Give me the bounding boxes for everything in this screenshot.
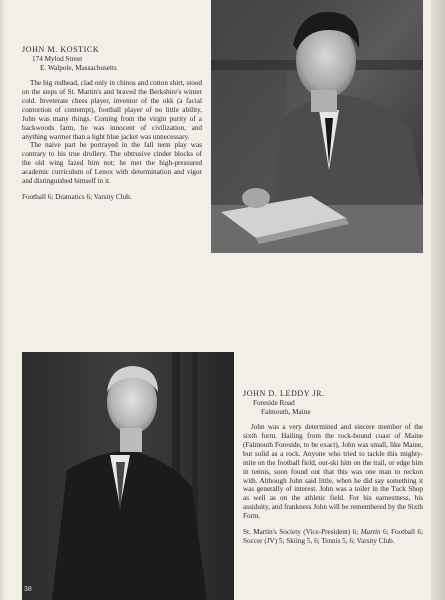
student-name: JOHN M. KOSTICK [22,45,100,54]
activities-text: St. Martin's Society (Vice-President) 6; [243,528,361,537]
address-city: Falmouth, Maine [261,407,311,416]
page-number: 38 [24,586,32,593]
address-city: E. Walpole, Massachusetts [40,63,117,72]
bio-paragraph: John was a very determined and sincere member of the sixth form. Hailing from the rock-bound coast of Maine (Falmouth Foreside, to be exact), John was small, like Maine, but solid as a rock. Anyone who tried to tackle this mighty-mite on the football field, out-ski him on the trail, or edge him in tennis, soon found out that this was one man to reckon with. Although John said little, when he did say something it was generally of interest. John was a toiler in the Tuck Shop as well as on the athletic field. For his earnestness, his assiduity, and frankness John will be remembered by the Sixth Form. [243,423,423,521]
bio-paragraph: The big redhead, clad only in chinos and cotton shirt, stood on the steps of St. Martin's and braved the Berkshire's winter cold. Inveterate chess player, inventor of the okk (a facial contortion of contempt), football player of no little ability, John was many things. Coming from the virgin purity of a backwoods farm, he was innocent of civilization, and anything warmer than a light blue jacket was unnecessary. [22,79,202,141]
bio-block-leddy [243,390,423,546]
student-name: JOHN D. LEDDY JR. [243,389,325,398]
portrait-photo-leddy [22,352,234,600]
activities-list [243,528,423,546]
address-street: 174 Mylod Street [32,54,83,63]
activities-italic: Martin [360,528,381,537]
bio-paragraph: The naive part he portrayed in the fall term play was contrary to his true drollery. The obtrusive cinder blocks of the old wing fazed him not; he met the high-pressured academic curriculum of Lenox with determination and vigor and distinguished himself in it. [22,141,202,186]
address-street: Foreside Road [253,398,295,407]
portrait-photo-kostick [211,0,423,253]
page-edge-left [0,0,6,600]
bio-block-kostick [22,46,202,202]
activities-text: 6; Football 6; Soccer (JV) 5; Skiing 5, 6; Tennis 5, 6; Varsity Club. [243,528,423,545]
page-edge-right [431,0,445,600]
activities-list: Football 6; Dramatics 6; Varsity Club. [22,192,132,201]
